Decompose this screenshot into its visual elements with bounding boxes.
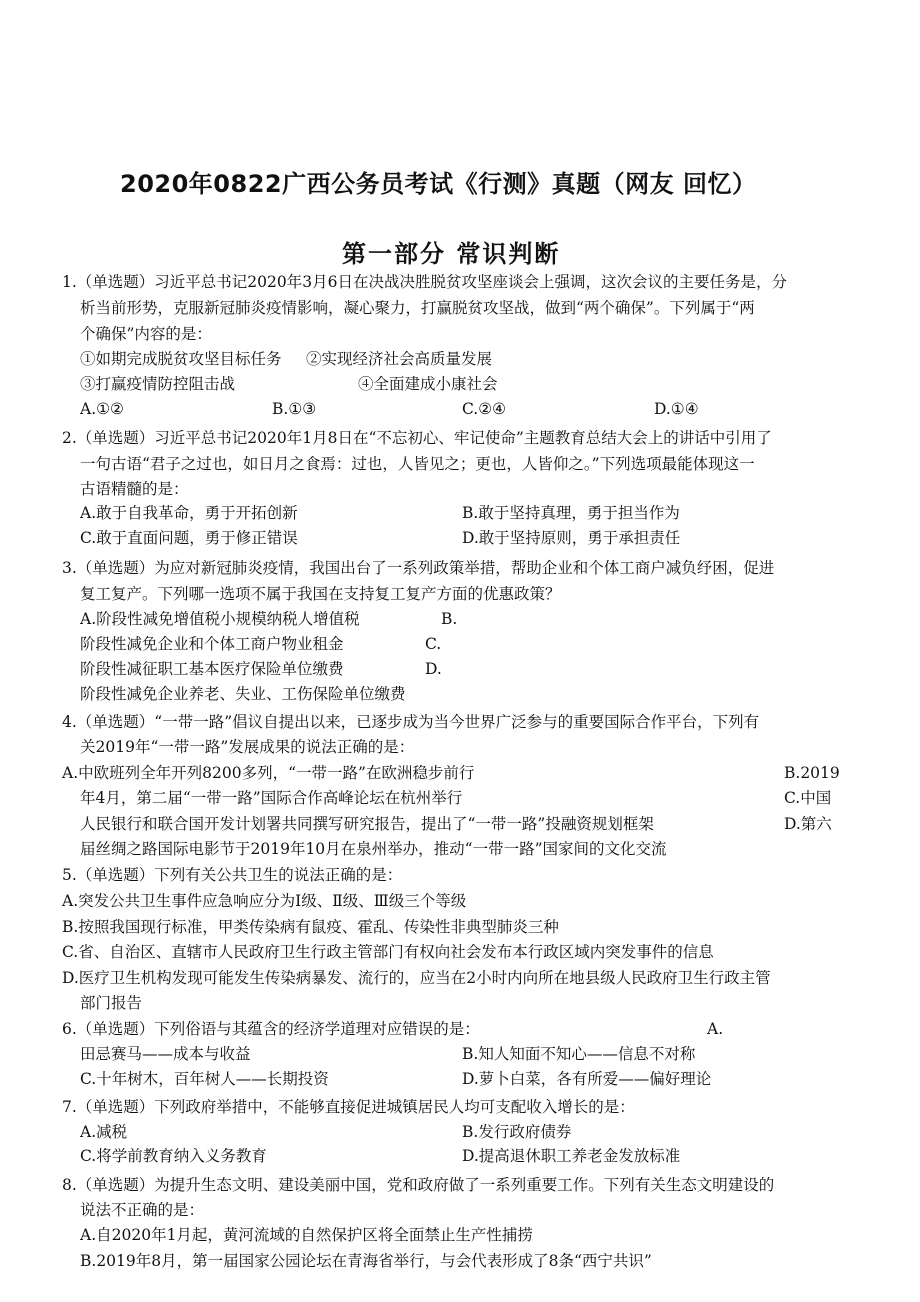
option-a: A.敢于自我革命，勇于开拓创新 — [80, 504, 298, 522]
question-stem: 析当前形势，克服新冠肺炎疫情影响，凝心聚力，打赢脱贫攻坚战，做到“两个确保”。下列属于“两 — [80, 299, 755, 317]
document-title: 2020年0822广西公务员考试《行测》真题（网友 回忆） — [120, 170, 757, 198]
question-stem: 2.（单选题）习近平总书记2020年1月8日在“不忘初心、牢记使命”主题教育总结大会上的讲话中引用了 — [62, 429, 772, 447]
option-d: D.提高退休职工养老金发放标准 — [462, 1147, 681, 1165]
option-b: B.知人知面不知心——信息不对称 — [462, 1045, 696, 1063]
question-stem: 复工复产。下列哪一选项不属于我国在支持复工复产方面的优惠政策？ — [80, 585, 561, 603]
question-stem: 6.（单选题）下列俗语与其蕴含的经济学道理对应错误的是： — [62, 1020, 480, 1038]
question-stem: 一句古语“君子之过也，如日月之食焉：过也，人皆见之；更也，人皆仰之。”下列选项最能体现这一 — [80, 455, 755, 473]
question-stem: 7.（单选题）下列政府举措中，不能够直接促进城镇居民人均可支配收入增长的是： — [62, 1098, 635, 1116]
option-d-label: D. — [425, 660, 442, 678]
option-a: A.减税 — [80, 1123, 128, 1141]
option-d: 阶段性减免企业养老、失业、工伤保险单位缴费 — [80, 685, 406, 703]
option-b-label: B.2019 — [784, 764, 840, 782]
option-d-continued: 部门报告 — [80, 994, 143, 1012]
option-b-label: B. — [441, 610, 458, 628]
option-c: C.将学前教育纳入义务教育 — [80, 1147, 267, 1165]
option-c-label: C.中国 — [784, 789, 832, 807]
option-d: D.医疗卫生机构发现可能发生传染病暴发、流行的，应当在2小时内向所在地县级人民政府卫生行政主管 — [62, 969, 771, 987]
statement-item: ②实现经济社会高质量发展 — [306, 350, 493, 368]
option-d-label: D.第六 — [784, 815, 832, 833]
option-a: A.中欧班列全年开列8200多列，“一带一路”在欧洲稳步前行 — [62, 764, 475, 782]
option-b: B.发行政府债券 — [462, 1123, 572, 1141]
question-stem: 古语精髓的是： — [80, 480, 189, 498]
option-b: B.按照我国现行标准，甲类传染病有鼠疫、霍乱、传染性非典型肺炎三种 — [62, 918, 559, 936]
option-a: A.①② — [80, 400, 124, 418]
option-b: 阶段性减免企业和个体工商户物业租金 — [80, 635, 344, 653]
statement-item: ④全面建成小康社会 — [358, 375, 498, 393]
option-c: C.省、自治区、直辖市人民政府卫生行政主管部门有权向社会发布本行政区域内突发事件的信息 — [62, 943, 714, 961]
section-heading: 第一部分 常识判断 — [342, 240, 561, 268]
option-a: A.阶段性减免增值税小规模纳税人增值税 — [80, 610, 360, 628]
question-stem: 个确保”内容的是： — [80, 325, 212, 343]
question-stem: 5.（单选题）下列有关公共卫生的说法正确的是： — [62, 866, 403, 884]
option-d: D.萝卜白菜，各有所爱——偏好理论 — [462, 1070, 712, 1088]
option-c: 人民银行和联合国开发计划署共同撰写研究报告，提出了“一带一路”投融资规划框架 — [80, 815, 654, 833]
option-b: B.敢于坚持真理，勇于担当作为 — [462, 504, 680, 522]
question-stem: 关2019年“一带一路”发展成果的说法正确的是： — [80, 738, 415, 756]
option-c: C.敢于直面问题，勇于修正错误 — [80, 529, 298, 547]
statement-item: ③打赢疫情防控阻击战 — [80, 375, 236, 393]
option-c-label: C. — [425, 635, 442, 653]
option-b: 年4月，第二届“一带一路”国际合作高峰论坛在杭州举行 — [80, 789, 463, 807]
statement-item: ①如期完成脱贫攻坚目标任务 — [80, 350, 282, 368]
option-a-label: A. — [707, 1020, 724, 1038]
option-d: D.①④ — [654, 400, 699, 418]
question-stem: 1.（单选题）习近平总书记2020年3月6日在决战决胜脱贫攻坚座谈会上强调，这次会议的主要任务是，分 — [62, 273, 787, 291]
option-b: B.2019年8月，第一届国家公园论坛在青海省举行，与会代表形成了8条“西宁共识” — [80, 1252, 652, 1270]
option-d: 届丝绸之路国际电影节于2019年10月在泉州举办，推动“一带一路”国家间的文化交流 — [80, 840, 667, 858]
option-c: 阶段性减征职工基本医疗保险单位缴费 — [80, 660, 344, 678]
option-c: C.十年树木，百年树人——长期投资 — [80, 1070, 329, 1088]
question-stem: 4.（单选题）“一带一路”倡议自提出以来，已逐步成为当今世界广泛参与的重要国际合作平台，下列有 — [62, 713, 760, 731]
question-stem: 说法不正确的是： — [80, 1201, 205, 1219]
question-stem: 3.（单选题）为应对新冠肺炎疫情，我国出台了一系列政策举措，帮助企业和个体工商户减负纾困，促进 — [62, 559, 775, 577]
option-d: D.敢于坚持原则，勇于承担责任 — [462, 529, 681, 547]
option-a: A.突发公共卫生事件应急响应分为Ⅰ级、Ⅱ级、Ⅲ级三个等级 — [62, 892, 467, 910]
option-b: B.①③ — [272, 400, 317, 418]
question-stem: 8.（单选题）为提升生态文明、建设美丽中国，党和政府做了一系列重要工作。下列有关生态文明建设的 — [62, 1176, 775, 1194]
option-a: A.自2020年1月起，黄河流域的自然保护区将全面禁止生产性捕捞 — [80, 1226, 533, 1244]
option-a: 田忌赛马——成本与收益 — [80, 1045, 251, 1063]
option-c: C.②④ — [462, 400, 507, 418]
